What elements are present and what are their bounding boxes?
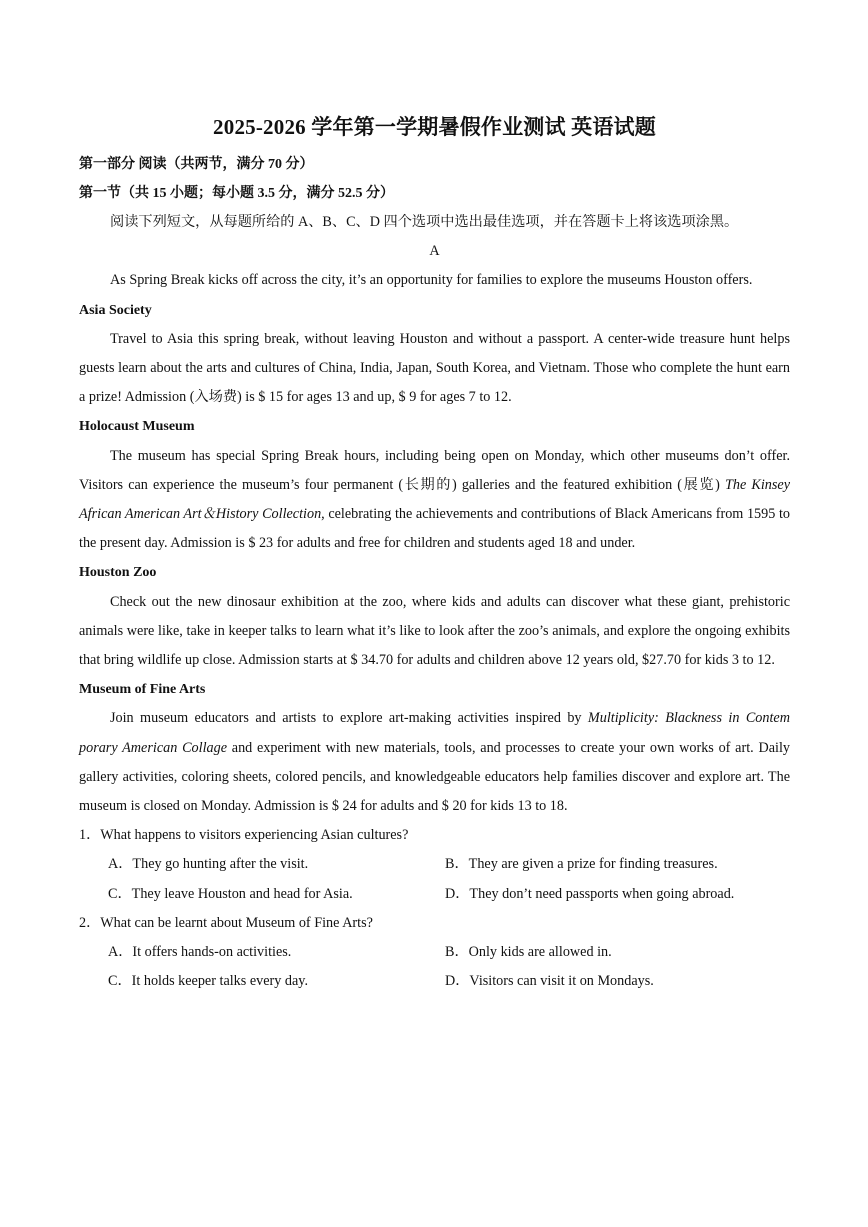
museum-heading-asia-society: Asia Society (79, 302, 152, 318)
question-2-option-c: C．It holds keeper talks every day. (108, 973, 309, 990)
museum-heading-holocaust: Holocaust Museum (79, 419, 195, 435)
holocaust-text-part-2: , celebrating the achievements and contributions of Black Americans from 1595 to the present day. Admission is $ 23 for adults and free for children and students aged 18 and under. (79, 506, 790, 552)
question-2-option-b: B．Only kids are allowed in. (445, 944, 612, 961)
holocaust-text-part-1: The museum has special Spring Break hours, including being open on Monday, which other museums don’t offer. Visitors can experience the museum’s four permanent (长期的) galleries and the featured exhibition (展览) (79, 447, 790, 493)
passage-intro: As Spring Break kicks off across the city, it’s an opportunity for families to explore the museums Houston offers. (110, 272, 753, 289)
fine-arts-text-part-2: and experiment with new materials, tools, and processes to create your own works of art. Daily gallery activities, coloring sheets, colored pencils, and knowledgeable educators help families discover and explore art. The museum is closed on Monday. Admission is $ 24 for adults and $ 20 for kids 13 to 18. (79, 739, 790, 815)
instructions: 阅读下列短文，从每题所给的 A、B、C、D 四个选项中选出最佳选项，并在答题卡上将该选项涂黑。 (110, 214, 739, 230)
page-title: 2025-2026 学年第一学期暑假作业测试 英语试题 (213, 115, 656, 139)
section-heading: 第一节（共 15 小题；每小题 3.5 分，满分 52.5 分） (79, 186, 394, 201)
museum-text-asia-society: Travel to Asia this spring break, without leaving Houston and without a passport. A center-wide treasure hunt helps guests learn about the arts and cultures of China, India, Japan, South Korea, and Vietnam. Those who complete the hunt earn a prize! Admission (入场费) is $ 15 for ages 13 and up, $ 9 for ages 7 to 12. (79, 330, 790, 406)
museum-text-houston-zoo: Check out the new dinosaur exhibition at the zoo, where kids and adults can discover what these giant, prehistoric animals were like, take in keeper talks to learn what it’s like to look after the zoo’s animals, and explore the ongoing exhibits that bring wildlife up close. Admission starts at $ 34.70 for adults and children above 12 years old, $27.70 for kids 3 to 12. (79, 593, 790, 669)
question-1-option-c: C．They leave Houston and head for Asia. (108, 885, 353, 902)
question-2-option-d: D．Visitors can visit it on Mondays. (445, 973, 654, 990)
fine-arts-text-part-1: Join museum educators and artists to explore art-making activities inspired by (110, 710, 588, 727)
museum-heading-fine-arts: Museum of Fine Arts (79, 682, 206, 698)
question-2-stem: 2．What can be learnt about Museum of Fine Arts? (79, 914, 373, 931)
question-1-options (79, 850, 790, 908)
question-1-option-d: D．They don’t need passports when going abroad. (445, 885, 735, 902)
question-1-stem: 1．What happens to visitors experiencing Asian cultures? (79, 827, 409, 844)
museum-text-holocaust (79, 442, 790, 559)
question-1-option-b: B．They are given a prize for finding treasures. (445, 856, 718, 873)
question-2-option-a: A．It offers hands-on activities. (108, 944, 292, 961)
passage-label: A (429, 243, 440, 260)
part-heading: 第一部分 阅读（共两节，满分 70 分） (79, 157, 314, 172)
question-1-option-a: A．They go hunting after the visit. (108, 856, 309, 873)
museum-heading-houston-zoo: Houston Zoo (79, 565, 157, 581)
exam-page (79, 112, 790, 996)
fine-arts-exhibition-title: Multiplicity: Blackness in Contem porary American Collage (79, 710, 790, 756)
holocaust-exhibition-title: The Kinsey African American Art＆History Collection (79, 476, 790, 523)
question-2-options (79, 938, 790, 996)
museum-text-fine-arts (79, 704, 790, 821)
